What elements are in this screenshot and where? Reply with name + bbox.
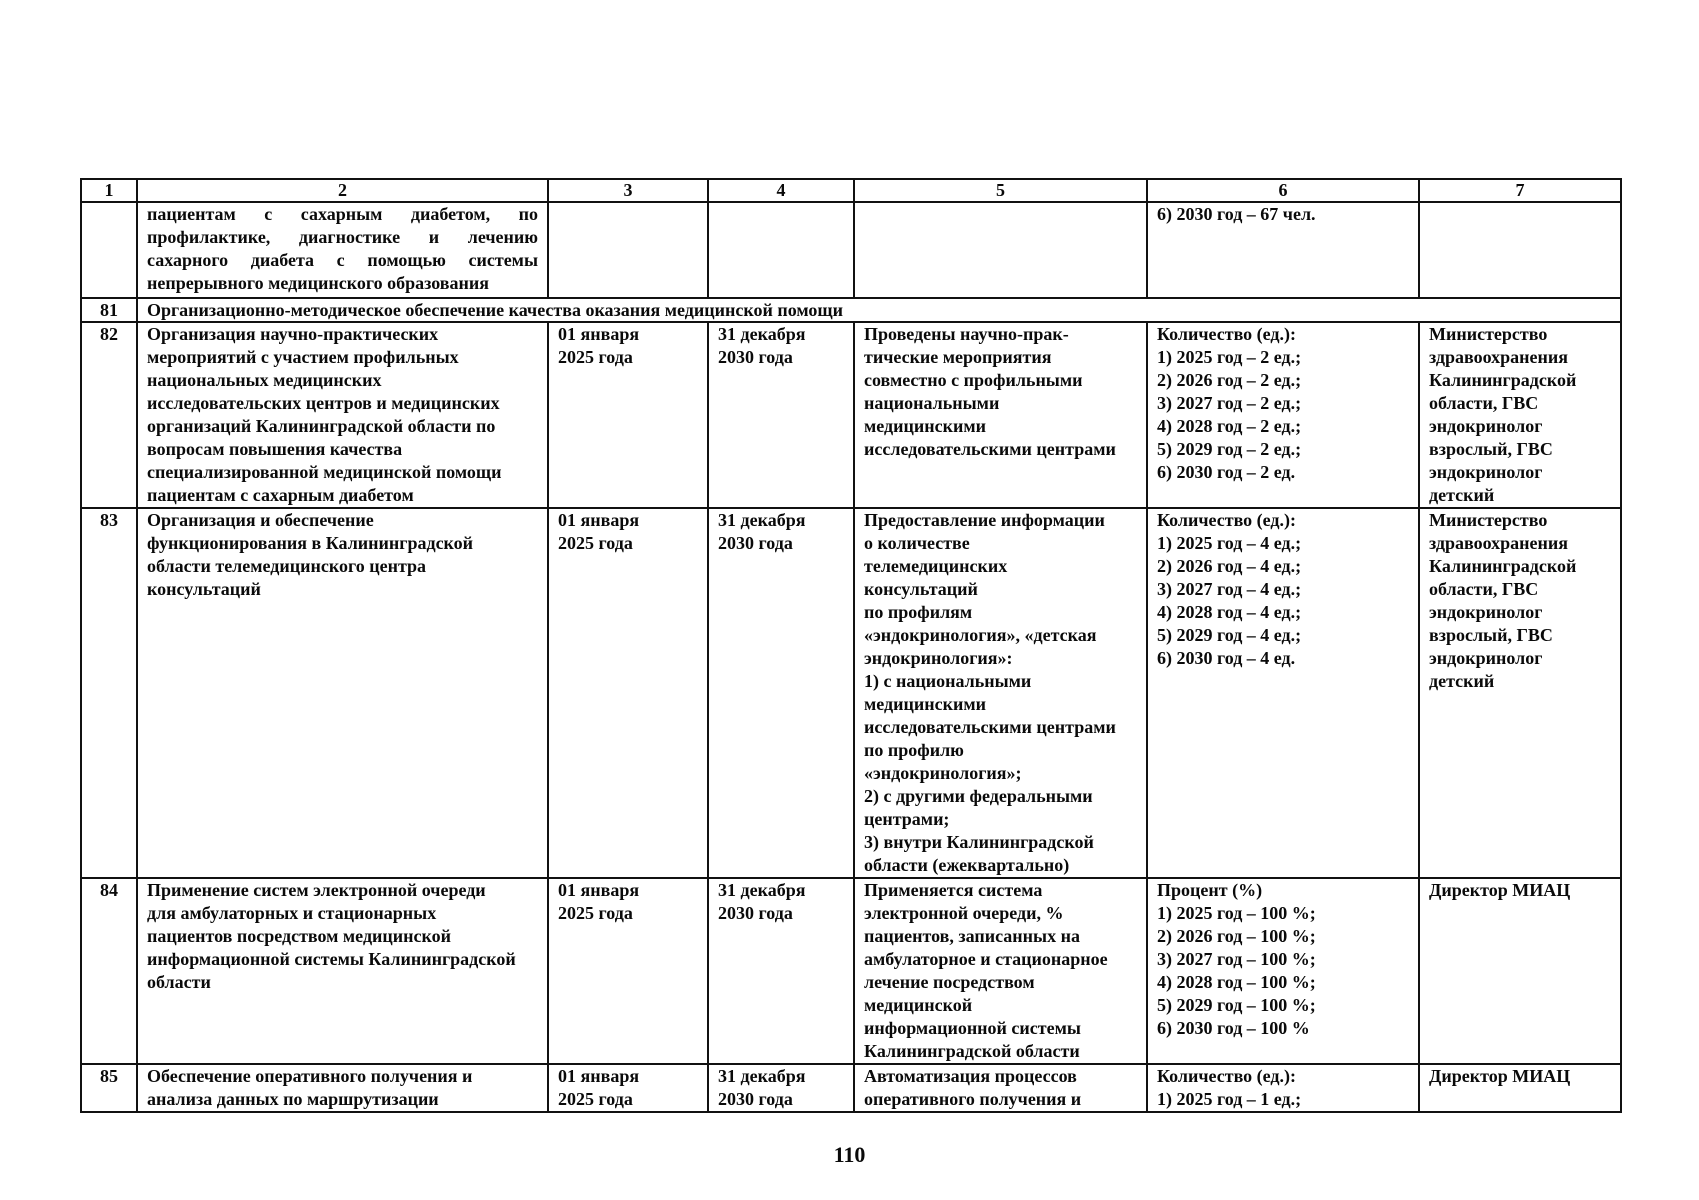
expected-result: Автоматизация процессов оперативного получения и — [854, 1064, 1147, 1112]
activity-name: Обеспечение оперативного получения и анализа данных по маршрутизации — [137, 1064, 548, 1112]
end-date: 31 декабря 2030 года — [708, 878, 854, 1064]
column-header: 6 — [1147, 179, 1419, 202]
row-number: 83 — [81, 508, 137, 878]
table-row — [81, 1064, 1621, 1112]
responsible: Директор МИАЦ — [1419, 1064, 1621, 1112]
indicator: Количество (ед.): 1) 2025 год – 4 ед.; 2) 2026 год – 4 ед.; 3) 2027 год – 4 ед.; 4) 2028 год – 4 ед.; 5) 2029 год – 4 ед.; 6) 2030 год – 4 ед. — [1147, 508, 1419, 878]
row-number — [81, 202, 137, 298]
indicator: Количество (ед.): 1) 2025 год – 1 ед.; — [1147, 1064, 1419, 1112]
section-row — [81, 298, 1621, 322]
column-header: 2 — [137, 179, 548, 202]
activity-name: Организация и обеспечение функционирования в Калининградской области телемедицинского центра консультаций — [137, 508, 548, 878]
start-date: 01 января 2025 года — [548, 878, 708, 1064]
start-date: 01 января 2025 года — [548, 322, 708, 508]
row-number: 82 — [81, 322, 137, 508]
indicator: Процент (%) 1) 2025 год – 100 %; 2) 2026 год – 100 %; 3) 2027 год – 100 %; 4) 2028 год – 100 %; 5) 2029 год – 100 %; 6) 2030 год – 100 % — [1147, 878, 1419, 1064]
responsible: Министерство здравоохранения Калининградской области, ГВС эндокринолог взрослый, ГВС эндокринолог детский — [1419, 508, 1621, 878]
table-row — [81, 878, 1621, 1064]
indicator: Количество (ед.): 1) 2025 год – 2 ед.; 2) 2026 год – 2 ед.; 3) 2027 год – 2 ед.; 4) 2028 год – 2 ед.; 5) 2029 год – 2 ед.; 6) 2030 год – 2 ед. — [1147, 322, 1419, 508]
indicator: 6) 2030 год – 67 чел. — [1147, 202, 1419, 298]
page-number: 110 — [833, 1142, 866, 1167]
section-title: Организационно-методическое обеспечение качества оказания медицинской помощи — [137, 298, 1621, 322]
end-date: 31 декабря 2030 года — [708, 508, 854, 878]
table-row — [81, 508, 1621, 878]
column-header: 7 — [1419, 179, 1621, 202]
table-row — [81, 322, 1621, 508]
expected-result: Предоставление информации о количестве телемедицинских консультаций по профилям «эндокринология», «детская эндокринология»: 1) с национальными медицинскими исследовательскими центрами по профилю «эндокринология»; 2) с другими федеральными центрами; 3) внутри Калининградской области (ежеквартально) — [854, 508, 1147, 878]
responsible: Министерство здравоохранения Калининградской области, ГВС эндокринолог взрослый, ГВС эндокринолог детский — [1419, 322, 1621, 508]
table-row — [81, 202, 1621, 298]
row-number: 81 — [81, 298, 137, 322]
column-header: 1 — [81, 179, 137, 202]
end-date: 31 декабря 2030 года — [708, 1064, 854, 1112]
activity-name: пациентам с сахарным диабетом, по профилактике, диагностике и лечению сахарного диабета с помощью системы непрерывного медицинского образования — [137, 202, 548, 298]
end-date — [708, 202, 854, 298]
start-date: 01 января 2025 года — [548, 508, 708, 878]
column-number-row — [81, 179, 1621, 202]
activity-name: Применение систем электронной очереди для амбулаторных и стационарных пациентов посредством медицинской информационной системы Калининградской области — [137, 878, 548, 1064]
start-date — [548, 202, 708, 298]
responsible — [1419, 202, 1621, 298]
activity-name: Организация научно-практических мероприятий с участием профильных национальных медицинских исследовательских центров и медицинских организаций Калининградской области по вопросам повышения качества специализированной медицинской помощи пациентам с сахарным диабетом — [137, 322, 548, 508]
expected-result: Применяется система электронной очереди, % пациентов, записанных на амбулаторное и стационарное лечение посредством медицинской информационной системы Калининградской области — [854, 878, 1147, 1064]
start-date: 01 января 2025 года — [548, 1064, 708, 1112]
expected-result — [854, 202, 1147, 298]
row-number: 85 — [81, 1064, 137, 1112]
column-header: 3 — [548, 179, 708, 202]
column-header: 5 — [854, 179, 1147, 202]
end-date: 31 декабря 2030 года — [708, 322, 854, 508]
row-number: 84 — [81, 878, 137, 1064]
column-header: 4 — [708, 179, 854, 202]
responsible: Директор МИАЦ — [1419, 878, 1621, 1064]
expected-result: Проведены научно-прак- тические мероприятия совместно с профильными национальными медицинскими исследовательскими центрами — [854, 322, 1147, 508]
activity-table — [80, 178, 1622, 1113]
